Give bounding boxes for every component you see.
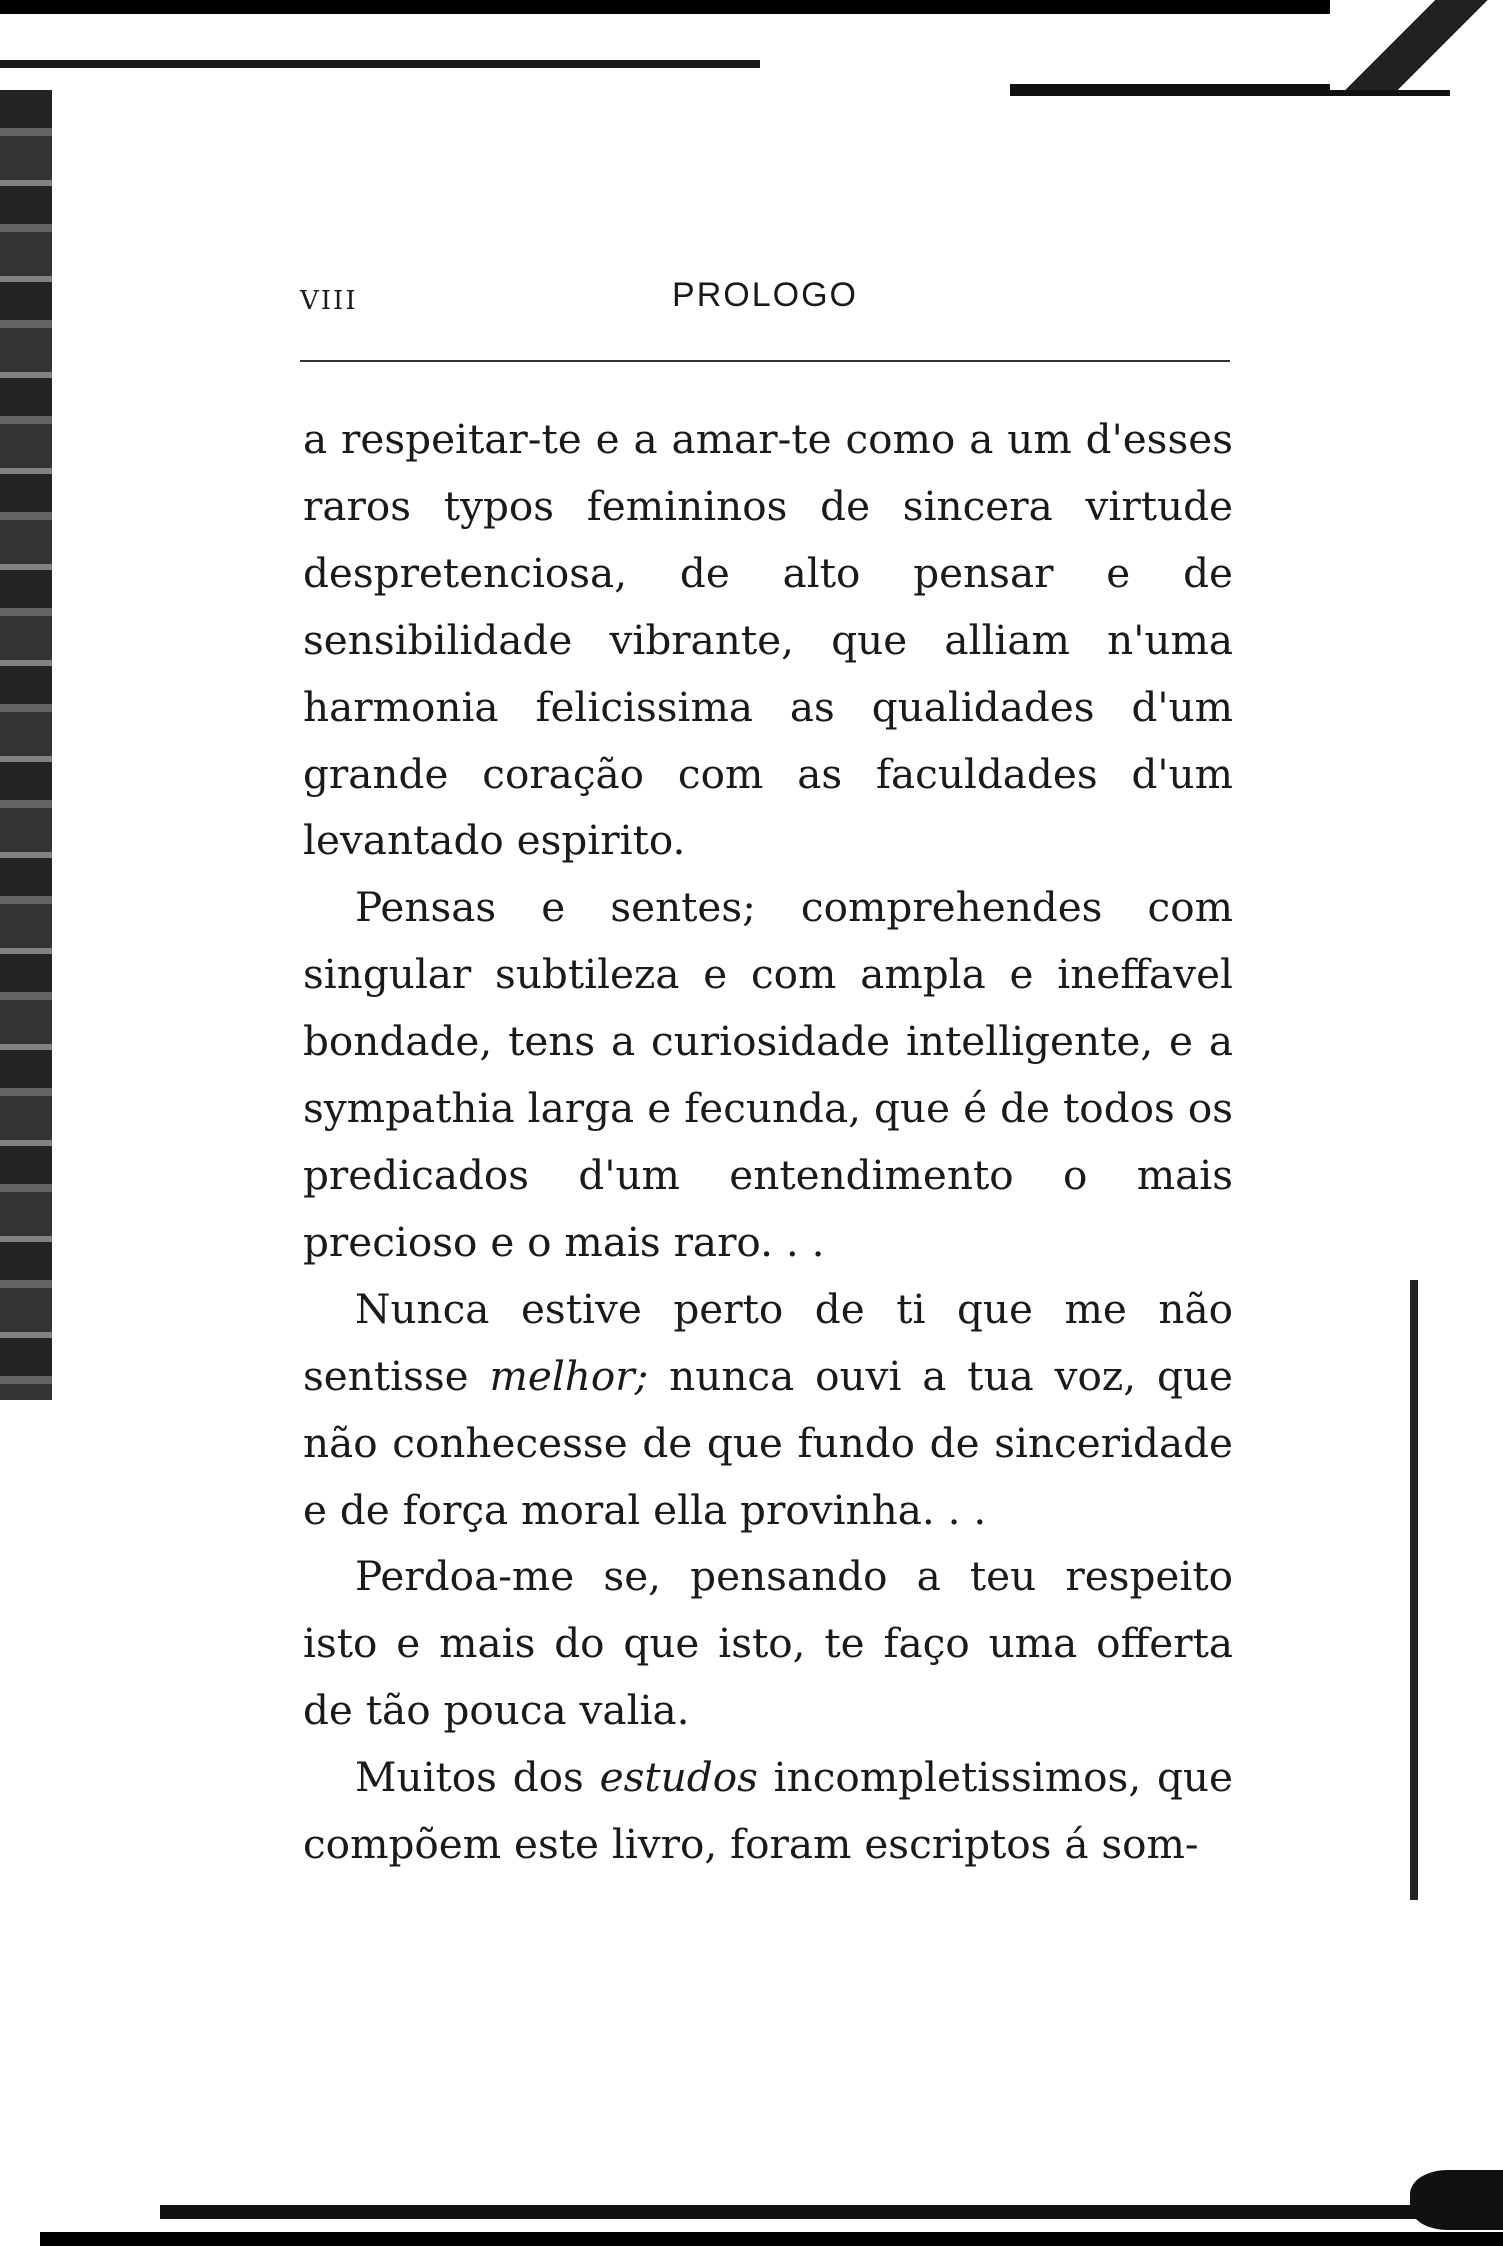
scan-border-top bbox=[0, 0, 1503, 14]
scan-corner-top-right bbox=[1330, 0, 1503, 90]
page-number: VIII bbox=[300, 286, 358, 316]
scan-border-bottom bbox=[40, 2232, 1503, 2246]
paragraph-3 bbox=[303, 1276, 1233, 1544]
page-header bbox=[300, 274, 1230, 326]
header-rule bbox=[300, 360, 1230, 362]
paragraph-4 bbox=[303, 1543, 1233, 1744]
paragraph-5 bbox=[303, 1744, 1233, 1878]
italic-text: melhor; bbox=[489, 1351, 649, 1400]
scan-border-bottom-inner bbox=[160, 2205, 1420, 2219]
text-run: nunca ouvi a tua voz, que não conhecesse de que fundo de sinceridade e de força moral ella provinha. . . bbox=[303, 1351, 1233, 1534]
text-run: Pensas e sentes; comprehendes com singular subtileza e com ampla e ineffavel bondade, tens a curiosidade intelligente, e a sympathia larga e fecunda, que é de todos os predicados d'um entendimento o mais precioso e o mais raro. . . bbox=[303, 883, 1233, 1266]
running-head: PROLOGO bbox=[672, 276, 858, 314]
text-run: Nunca estive perto de ti que me não sentisse bbox=[303, 1284, 1233, 1400]
text-run: Muitos dos bbox=[355, 1753, 600, 1802]
scan-corner-bottom-right bbox=[1410, 2170, 1503, 2230]
scan-border-right bbox=[1410, 1280, 1418, 1900]
scan-border-left bbox=[0, 90, 52, 1400]
text-run: incompletissimos, que compõem este livro, foram escriptos á som- bbox=[303, 1753, 1233, 1869]
scan-border-top-inner bbox=[0, 60, 760, 68]
text-run: Perdoa-me se, pensando a teu respeito isto e mais do que isto, te faço uma offerta de tão pouca valia. bbox=[303, 1552, 1233, 1735]
paragraph-1 bbox=[303, 406, 1233, 874]
paragraph-2 bbox=[303, 874, 1233, 1275]
italic-text: estudos bbox=[599, 1753, 758, 1802]
body-text bbox=[303, 406, 1233, 1878]
text-run: a respeitar-te e a amar-te como a um d'esses raros typos femininos de sincera virtude despretenciosa, de alto pensar e de sensibilidade vibrante, que alliam n'uma harmonia felicissima as qualidades d'um grande coração com as faculdades d'um levantado espirito. bbox=[303, 415, 1233, 865]
